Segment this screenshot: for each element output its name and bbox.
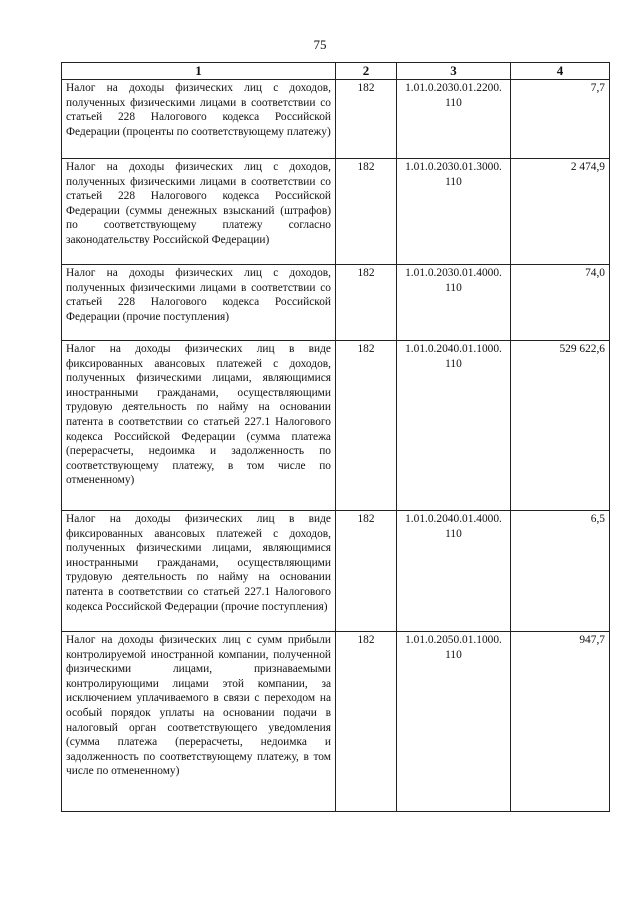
revenue-name-cell — [62, 341, 336, 511]
table-row — [62, 511, 610, 632]
table-row — [62, 632, 610, 812]
table-row — [62, 159, 610, 265]
budget-code-cell: 1.01.0.2040.01.1000. 110 — [397, 341, 511, 511]
revenue-name-text: Налог на доходы физических лиц с сумм прибыли контролируемой иностранной компании, полученной физическими лицами, признаваемыми контролирующими лицами этой компании, за исключением уплачиваемого в связи с переходом на особый порядок уплаты на основании подачи в налоговый орган соответствующего уведомления (сумма платежа (перерасчеты, недоимка и задолженность по соответствующему платежу, в том числе по отмененному) — [66, 634, 331, 778]
amount-cell: 7,7 — [511, 80, 610, 159]
column-header: 2 — [336, 63, 397, 80]
revenue-name-cell — [62, 159, 336, 265]
revenue-name-text: Налог на доходы физических лиц в виде фиксированных авансовых платежей с доходов, полученных физическими лицами, являющимися иностранными гражданами, осуществляющими трудовую деятельность по найму на основании патента в соответствии со статьей 227.1 Налогового кодекса Российской Федерации (прочие поступления) — [66, 513, 331, 613]
revenue-name-cell — [62, 80, 336, 159]
revenue-name-cell — [62, 511, 336, 632]
table-row — [62, 265, 610, 341]
admin-code-cell: 182 — [336, 265, 397, 341]
page-number: 75 — [313, 37, 327, 52]
table-row — [62, 341, 610, 511]
revenue-table — [61, 62, 610, 812]
admin-code-cell: 182 — [336, 511, 397, 632]
amount-cell: 74,0 — [511, 265, 610, 341]
column-header: 4 — [511, 63, 610, 80]
revenue-name-text: Налог на доходы физических лиц с доходов, полученных физическими лицами в соответствии со статьей 228 Налогового кодекса Российской Федерации (суммы денежных взысканий (штрафов) по соответствующему платежу согласно законодательству Российской Федерации) — [66, 161, 331, 246]
revenue-name-text: Налог на доходы физических лиц с доходов, полученных физическими лицами в соответствии со статьей 228 Налогового кодекса Российской Федерации (проценты по соответствующему платежу) — [66, 82, 331, 138]
budget-code-cell: 1.01.0.2030.01.2200. 110 — [397, 80, 511, 159]
budget-code-cell: 1.01.0.2030.01.4000. 110 — [397, 265, 511, 341]
table-body — [62, 80, 610, 812]
budget-code-cell: 1.01.0.2030.01.3000. 110 — [397, 159, 511, 265]
column-header: 1 — [62, 63, 336, 80]
table-header-row — [62, 63, 610, 80]
revenue-name-cell — [62, 265, 336, 341]
revenue-name-text: Налог на доходы физических лиц в виде фиксированных авансовых платежей с доходов, полученных физическими лицами, являющимися иностранными гражданами, осуществляющими трудовую деятельность по найму на основании патента в соответствии со статьей 227.1 Налогового кодекса Российской Федерации (сумма платежа (перерасчеты, недоимка и задолженность по соответствующему платежу, в том числе по отмененному) — [66, 343, 331, 487]
admin-code-cell: 182 — [336, 159, 397, 265]
column-header: 3 — [397, 63, 511, 80]
amount-cell: 947,7 — [511, 632, 610, 812]
budget-code-cell: 1.01.0.2050.01.1000. 110 — [397, 632, 511, 812]
revenue-name-text: Налог на доходы физических лиц с доходов, полученных физическими лицами в соответствии со статьей 228 Налогового кодекса Российской Федерации (прочие поступления) — [66, 267, 331, 323]
amount-cell: 2 474,9 — [511, 159, 610, 265]
admin-code-cell: 182 — [336, 341, 397, 511]
admin-code-cell: 182 — [336, 632, 397, 812]
amount-cell: 6,5 — [511, 511, 610, 632]
budget-code-cell: 1.01.0.2040.01.4000. 110 — [397, 511, 511, 632]
revenue-name-cell — [62, 632, 336, 812]
amount-cell: 529 622,6 — [511, 341, 610, 511]
table-row — [62, 80, 610, 159]
admin-code-cell: 182 — [336, 80, 397, 159]
